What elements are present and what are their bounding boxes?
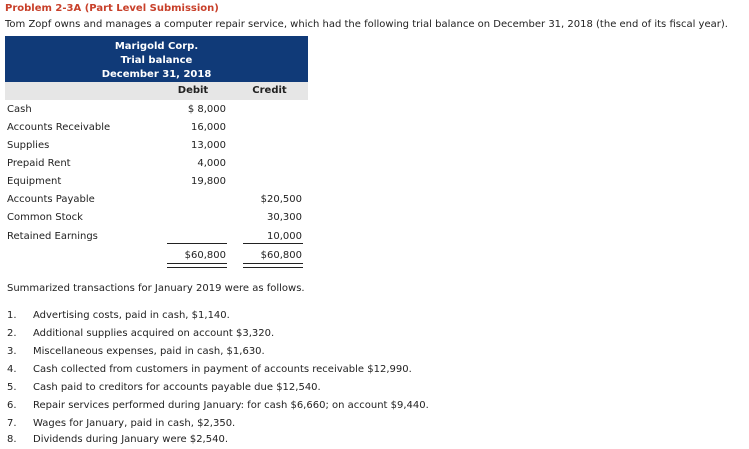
account-label: Accounts Payable [7, 194, 95, 205]
problem-title: Problem 2-3A (Part Level Submission) [5, 3, 219, 14]
account-label: Common Stock [7, 212, 83, 223]
transaction-number: 3. [7, 346, 17, 357]
credit-subtotal-rule [243, 243, 303, 244]
transaction-number: 5. [7, 382, 17, 393]
debit-subtotal-rule [167, 243, 227, 244]
credit-column-header: Credit [231, 82, 308, 100]
transaction-number: 7. [7, 418, 17, 429]
debit-column-header: Debit [155, 82, 231, 100]
transaction-number: 8. [7, 434, 17, 445]
account-label: Supplies [7, 140, 50, 151]
transaction-number: 2. [7, 328, 17, 339]
transaction-text: Additional supplies acquired on account $3,320. [33, 328, 275, 339]
debit-value: 4,000 [197, 158, 226, 169]
total-credit: $60,800 [260, 250, 302, 261]
account-label: Retained Earnings [7, 231, 98, 242]
debit-value: 13,000 [191, 140, 226, 151]
transaction-text: Miscellaneous expenses, paid in cash, $1,630. [33, 346, 265, 357]
transaction-number: 4. [7, 364, 17, 375]
trial-balance-header [5, 36, 308, 82]
company-name: Marigold Corp. [114, 41, 199, 52]
credit-total-double-rule [243, 263, 303, 268]
problem-intro: Tom Zopf owns and manages a computer repair service, which had the following trial balance on December 31, 2018 (the end of its fiscal year). [5, 19, 728, 30]
credit-value: $20,500 [260, 194, 302, 205]
statement-date: December 31, 2018 [101, 69, 212, 80]
account-label: Accounts Receivable [7, 122, 111, 133]
transaction-text: Dividends during January were $2,540. [33, 434, 228, 445]
debit-value: $ 8,000 [187, 104, 226, 115]
account-column-header [5, 82, 155, 100]
account-label: Cash [7, 104, 32, 115]
debit-value: 19,800 [191, 176, 226, 187]
credit-value: 10,000 [267, 231, 302, 242]
account-label: Equipment [7, 176, 62, 187]
transaction-text: Repair services performed during January: for cash $6,660; on account $9,440. [33, 400, 429, 411]
account-label: Prepaid Rent [7, 158, 71, 169]
transactions-intro: Summarized transactions for January 2019 were as follows. [7, 283, 305, 294]
transaction-text: Cash collected from customers in payment of accounts receivable $12,990. [33, 364, 412, 375]
statement-name: Trial balance [120, 55, 193, 66]
credit-value: 30,300 [267, 212, 302, 223]
total-debit: $60,800 [184, 250, 226, 261]
transaction-text: Cash paid to creditors for accounts payable due $12,540. [33, 382, 321, 393]
transaction-number: 1. [7, 310, 17, 321]
debit-total-double-rule [167, 263, 227, 268]
transaction-number: 6. [7, 400, 17, 411]
transaction-text: Wages for January, paid in cash, $2,350. [33, 418, 236, 429]
debit-value: 16,000 [191, 122, 226, 133]
transaction-text: Advertising costs, paid in cash, $1,140. [33, 310, 230, 321]
